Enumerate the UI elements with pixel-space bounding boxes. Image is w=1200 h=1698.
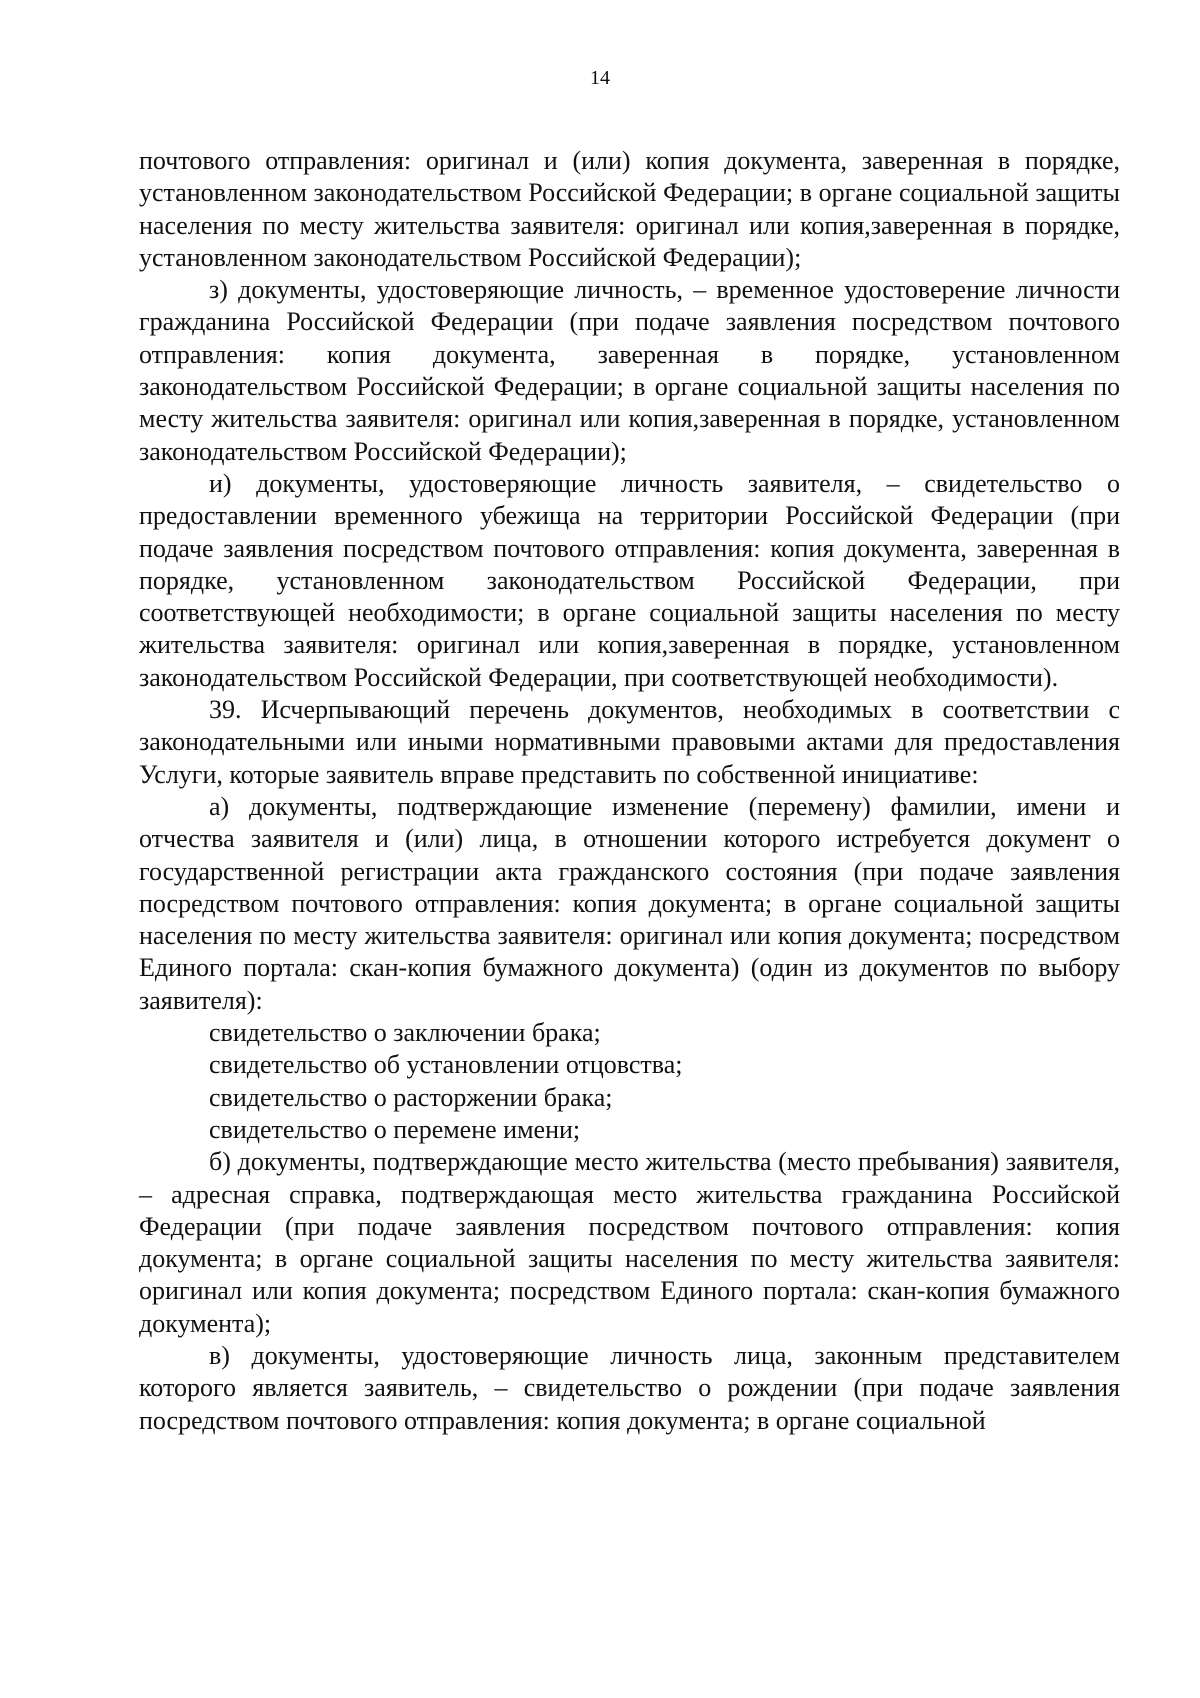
list-item: свидетельство о заключении брака;	[209, 1018, 601, 1048]
paragraph-item-z: з) документы, удостоверяющие личность, – временное удостоверение личности гражданина Российской Федерации (при подаче заявления посредством почтового отправления: копия документа, заверенная в порядке, установленном законодательством Российской Федерации; в органе социальной защиты населения по месту жительства заявителя: оригинал или копия,заверенная в порядке, установленном законодательством Российской Федерации);	[139, 275, 1120, 466]
list-item: свидетельство об установлении отцовства;	[209, 1050, 683, 1080]
paragraph-item-i: и) документы, удостоверяющие личность заявителя, – свидетельство о предоставлении временного убежища на территории Российской Федерации (при подаче заявления посредством почтового отправления: копия документа, заверенная в порядке, установленном законодательством Российской Федерации, при соответствующей необходимости; в органе социальной защиты населения по месту жительства заявителя: оригинал или копия,заверенная в порядке, установленном законодательством Российской Федерации, при соответствующей необходимости).	[139, 468, 1120, 692]
paragraph-item-v: в) документы, удостоверяющие личность лица, законным представителем которого является заявитель, – свидетельство о рождении (при подаче заявления посредством почтового отправления: копия документа; в органе социальной	[139, 1340, 1120, 1435]
paragraph-continuation: почтового отправления: оригинал и (или) копия документа, заверенная в порядке, установленном законодательством Российской Федерации; в органе социальной защиты населения по месту жительства заявителя: оригинал или копия,заверенная в порядке, установленном законодательством Российской Федерации);	[139, 146, 1120, 272]
paragraph-item-b: б) документы, подтверждающие место жительства (место пребывания) заявителя, – адресная справка, подтверждающая место жительства гражданина Российской Федерации (при подаче заявления посредством почтового отправления: копия документа; в органе социальной защиты населения по месту жительства заявителя: оригинал или копия документа; посредством Единого портала: скан-копия бумажного документа);	[139, 1147, 1120, 1338]
list-item: свидетельство о расторжении брака;	[209, 1082, 613, 1112]
document-body	[139, 145, 1120, 1437]
paragraph-item-a: а) документы, подтверждающие изменение (перемену) фамилии, имени и отчества заявителя и (или) лица, в отношении которого истребуется документ о государственной регистрации акта гражданского состояния (при подаче заявления посредством почтового отправления: копия документа; в органе социальной защиты населения по месту жительства заявителя: оригинал или копия документа; посредством Единого портала: скан-копия бумажного документа) (один из документов по выбору заявителя):	[139, 791, 1120, 1015]
page-number: 14	[590, 67, 610, 89]
paragraph-39: 39. Исчерпывающий перечень документов, необходимых в соответствии с законодательными или иными нормативными правовыми актами для предоставления Услуги, которые заявитель вправе представить по собственной инициативе:	[139, 695, 1120, 789]
list-item: свидетельство о перемене имени;	[209, 1114, 581, 1144]
